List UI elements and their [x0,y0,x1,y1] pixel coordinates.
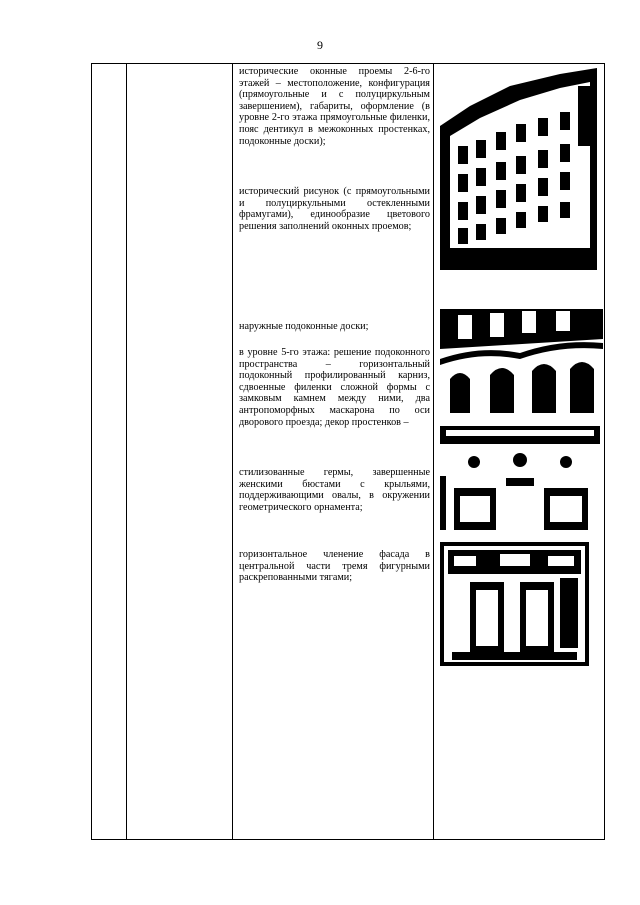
description-paragraph: исторический рисунок (с прямоугольными и полуциркульными остекленными фрамугами), единообразие цветового решения заполнений оконных проемов; [239,186,430,232]
description-paragraph: наружные подоконные доски; [239,321,369,332]
column-divider [433,64,434,839]
page-number: 9 [317,38,323,52]
facade-detail-photo [440,309,603,413]
description-paragraph: исторические оконные проемы 2-6-го этажей – местоположение, конфигурация (прямоугольные и с полуциркульным завершением), габариты, оформление (в уровне 2-го этажа прямоугольные филенки, пояс дентикул в межоконных простенках, подоконные доски); [239,66,430,147]
description-paragraph: горизонтальное членение фасада в центральной части тремя фигурными раскрепованными тягами; [239,549,430,584]
column-divider [232,64,233,839]
column-divider [126,64,127,839]
document-table [91,63,605,840]
description-paragraph: стилизованные гермы, завершенные женскими бюстами с крыльями, поддерживающими овалы, в окружении геометрического орнамента; [239,467,430,513]
building-facade-photo [440,66,597,270]
entrance-doors-photo [440,542,589,666]
windows-ornament-photo [440,426,600,530]
description-paragraph: в уровне 5-го этажа: решение подоконного пространства – горизонтальный подоконный профилированный карниз, сдвоенные филенки сложной формы с замковым камнем между ними, два антропоморфных маскарона по оси дворового проезда; декор простенков – [239,347,430,428]
